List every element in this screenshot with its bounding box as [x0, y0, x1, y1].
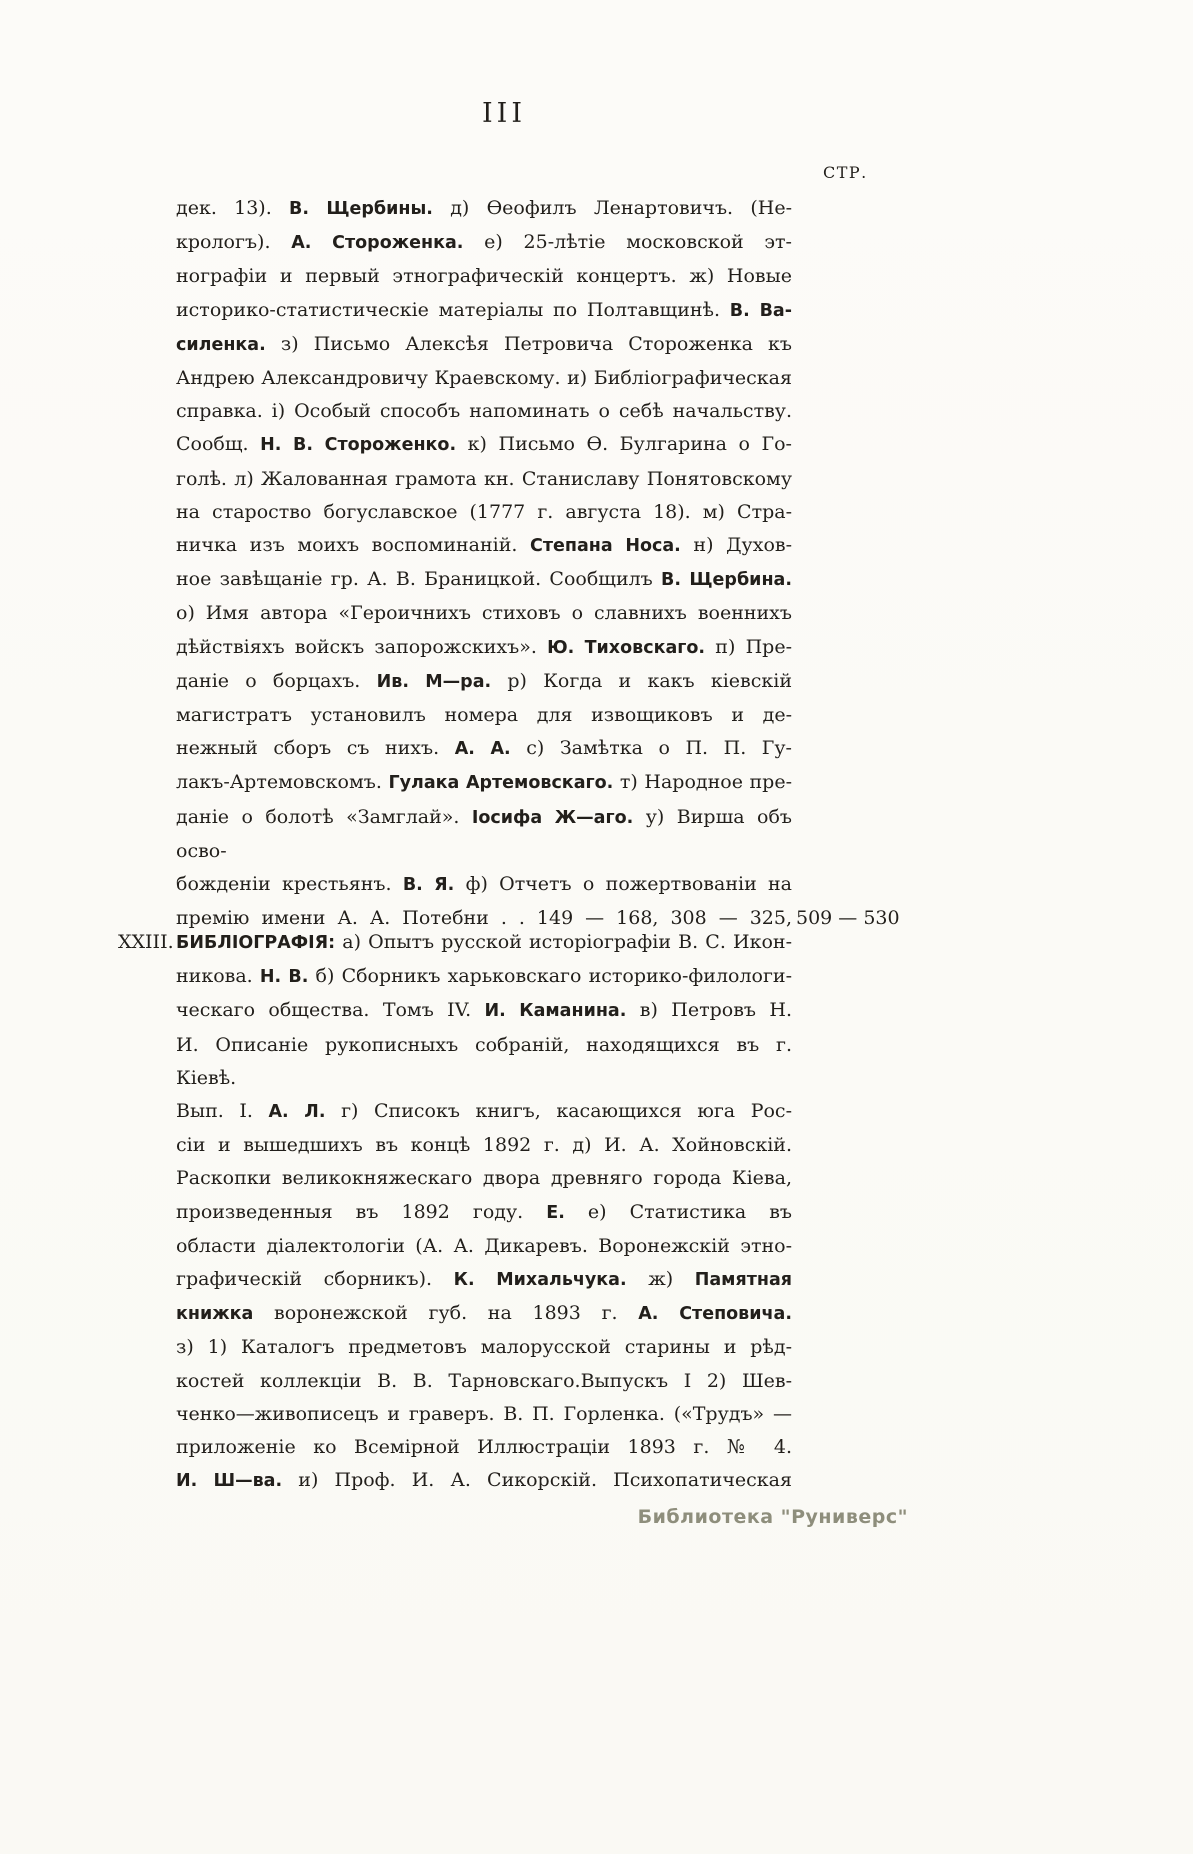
text-line: [176, 868, 792, 902]
text-run: Сообщ.: [176, 433, 261, 456]
text-run: области діалектологіи (А. А. Дикаревъ. Воронежскій этно-: [176, 1234, 792, 1257]
text-run: г) Списокъ книгъ, касающихся юга Рос-: [325, 1100, 792, 1123]
library-watermark: Библиотека "Руниверс": [637, 1506, 908, 1528]
text-run: голѣ. л) Жалованная грамота кн. Станиславу Понятовскому: [176, 467, 792, 490]
toc-entry-xxiii: [118, 926, 793, 1498]
text-line: [176, 1297, 792, 1331]
text-line: [176, 294, 792, 328]
text-run: Раскопки великокняжескаго двора древняго города Кіева,: [176, 1167, 792, 1190]
bold-name-run: книжка: [176, 1304, 254, 1325]
text-run: ничка изъ моихъ воспоминаній.: [176, 534, 531, 557]
bold-name-run: В. Я.: [402, 875, 455, 896]
entry-roman-numeral: XXIII.: [118, 931, 174, 953]
text-line: [176, 1331, 792, 1364]
text-line: [176, 1464, 792, 1498]
text-run: крологъ).: [176, 231, 292, 254]
text-line: [176, 801, 792, 868]
text-line: [176, 1230, 792, 1263]
text-line: [176, 496, 792, 529]
bold-name-run: В. Щербина.: [661, 570, 792, 591]
bold-name-run: Н. В.: [259, 967, 309, 988]
toc-continuation-paragraph: [176, 192, 900, 935]
text-run: на староство богуславское (1777 г. августа 18). м) Стра-: [176, 500, 792, 523]
text-line: [176, 1431, 792, 1464]
text-run: Андрею Александровичу Краевскому. и) Библіографическая: [176, 367, 792, 390]
text-run: нографіи и первый этнографическій концертъ. ж) Новые: [176, 265, 792, 288]
text-line: [176, 192, 792, 226]
text-run: никова.: [176, 965, 260, 988]
page-reference-column: 509 — 530: [796, 907, 900, 930]
bold-name-run: Ю. Тиховскаго.: [547, 637, 706, 658]
text-run: ж): [626, 1268, 695, 1291]
text-run: с) Замѣтка о П. П. Гу-: [510, 737, 792, 760]
text-line: [176, 631, 792, 665]
text-line: [176, 428, 792, 462]
text-line: [176, 563, 792, 597]
text-run: ченко—живописецъ и граверъ. В. П. Горленка. («Трудъ» —: [176, 1402, 792, 1425]
text-line: [176, 926, 792, 960]
bold-name-run: Ив. М—ра.: [376, 671, 492, 692]
text-line: [176, 732, 792, 766]
text-run: т) Народное пре-: [613, 771, 793, 794]
bold-name-run: И. Каманина.: [484, 1001, 627, 1022]
text-run: графическій сборникъ).: [176, 1268, 454, 1291]
text-run: Вып. I.: [176, 1100, 269, 1123]
bold-name-run: А. Л.: [268, 1102, 326, 1123]
text-line: [176, 1263, 792, 1297]
bold-name-run: силенка.: [176, 334, 266, 355]
text-line: [176, 960, 792, 994]
text-run: даніе о борцахъ.: [176, 669, 377, 692]
text-line: [176, 1196, 792, 1230]
text-run: у) Вирша объ осво-: [176, 805, 793, 862]
bold-name-run: И. Ш—ва.: [176, 1471, 283, 1492]
text-line: [176, 1029, 792, 1095]
bold-name-run: А. А.: [454, 739, 511, 760]
text-line: [176, 766, 792, 800]
text-run: н) Духов-: [680, 534, 793, 557]
text-line: [176, 463, 792, 496]
text-line: [176, 597, 792, 630]
bold-name-run: Гулака Артемовскаго.: [388, 773, 614, 794]
text-run: воронежской губ. на 1893 г.: [253, 1302, 639, 1325]
text-run: ное завѣщаніе гр. А. В. Браницкой. Сообщилъ: [176, 568, 662, 591]
text-run: дѣйствіяхъ войскъ запорожскихъ».: [176, 635, 548, 658]
text-run: историко-статистическіе матеріалы по Полтавщинѣ.: [176, 298, 730, 321]
text-run: костей коллекціи В. В. Тарновскаго.Выпускъ I 2) Шев-: [176, 1369, 792, 1392]
text-run: з) Письмо Алексѣя Петровича Стороженка къ: [265, 332, 792, 355]
bold-name-run: Іосифа Ж—аго.: [471, 807, 634, 828]
text-run: е) Статистика въ: [564, 1200, 793, 1223]
text-line: [176, 699, 792, 732]
text-run: премію имени А. А. Потебни . . 149 — 168, 308 — 325,: [176, 907, 792, 930]
text-line: [176, 260, 792, 293]
text-run: нежный сборъ съ нихъ.: [176, 737, 455, 760]
bold-name-run: Памятная: [694, 1270, 792, 1291]
text-run: приложеніе ко Всемірной Иллюстраціи 1893 г. № 4.: [176, 1436, 792, 1459]
bold-name-run: Е.: [546, 1202, 565, 1223]
text-line: [176, 1365, 792, 1398]
text-run: б) Сборникъ харьковскаго историко-филологи-: [308, 965, 792, 988]
text-run: п) Пре-: [705, 635, 792, 658]
bold-name-run: В. Щербины.: [289, 199, 433, 219]
text-line: [176, 1398, 792, 1431]
text-run: к) Письмо Ѳ. Булгарина о Го-: [456, 433, 792, 456]
text-run: д) Ѳеофилъ Ленартовичъ. (Не-: [432, 197, 792, 219]
bold-name-run: Степана Носа.: [530, 536, 681, 557]
text-run: а) Опытъ русской исторіографіи В. С. Икон-: [335, 931, 792, 953]
bold-name-run: Н. В. Стороженко.: [260, 435, 457, 456]
text-line: [176, 665, 792, 699]
text-run: лакъ-Артемовскомъ.: [176, 771, 389, 794]
text-line: [176, 395, 792, 428]
text-line: [176, 1095, 792, 1129]
text-run: ческаго общества. Томъ IV.: [176, 999, 485, 1022]
page-number-heading: III: [482, 98, 526, 129]
text-run: И. Описаніе рукописныхъ собраній, находящихся въ г. Кіевѣ.: [176, 1033, 792, 1089]
text-run: произведенныя въ 1892 году.: [176, 1200, 547, 1223]
bold-name-run: БИБЛІОГРАФІЯ:: [176, 933, 336, 953]
text-run: дек. 13).: [176, 197, 290, 219]
bold-name-run: А. Степовича.: [638, 1304, 792, 1325]
bold-name-run: А. Стороженка.: [291, 233, 464, 254]
page-column-header: СТР.: [823, 163, 868, 182]
text-run: е) 25-лѣтіе московской эт-: [463, 231, 792, 254]
text-line: [176, 328, 792, 362]
bold-name-run: В. Ва-: [729, 300, 792, 321]
text-run: р) Когда и какъ кіевскій: [491, 669, 793, 692]
text-run: даніе о болотѣ «Замглай».: [176, 805, 472, 828]
text-run: магистратъ установилъ номера для извощиковъ и де-: [176, 704, 792, 727]
text-line: [176, 994, 792, 1028]
text-line: [176, 1162, 792, 1195]
text-run: справка. і) Особый способъ напоминать о себѣ начальству.: [176, 400, 792, 423]
text-run: сіи и вышедшихъ въ концѣ 1892 г. д) И. А. Хойновскій.: [176, 1134, 792, 1157]
text-run: о) Имя автора «Героичнихъ стиховъ о славнихъ военнихъ: [176, 602, 792, 625]
text-run: божденіи крестьянъ.: [176, 873, 403, 896]
text-run: з) 1) Каталогъ предметовъ малорусской старины и рѣд-: [176, 1336, 792, 1359]
text-run: в) Петровъ Н.: [626, 999, 792, 1022]
text-line: [176, 362, 792, 395]
text-line: [176, 1129, 792, 1162]
text-run: ф) Отчетъ о пожертвованіи на: [454, 873, 793, 896]
text-run: и) Проф. И. А. Сикорскій. Психопатическая: [282, 1469, 792, 1492]
bold-name-run: К. Михальчука.: [453, 1270, 627, 1291]
text-line: [176, 529, 792, 563]
text-line: [176, 226, 792, 260]
